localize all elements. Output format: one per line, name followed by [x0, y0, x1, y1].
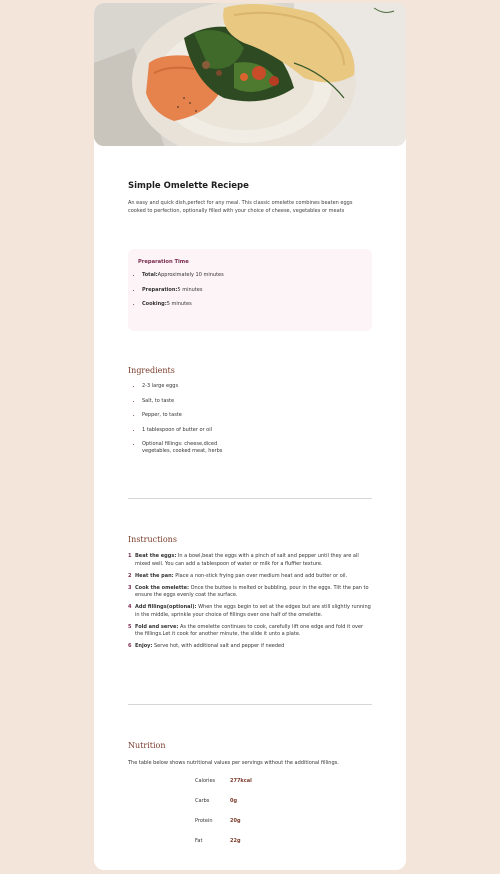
preparation-item: • Total:Approximately 10 minutes: [142, 272, 362, 279]
ingredient-item: • 2-3 large eggs: [142, 383, 242, 390]
nutrition-name: Calories: [195, 778, 216, 784]
instruction-step: 2 Heat the pan: Place a non-stick frying pan over medium heat and add butter or oil.: [128, 572, 348, 579]
recipe-intro: An easy and quick dish,perfect for any meal. This classic omelette combines beaten eggs cooked to perfection, optionally filled with your choice of cheese, vegetables or meats: [128, 200, 353, 214]
nutrition-name: Fat: [195, 838, 203, 844]
instruction-step: 5 Fold and serve: As the omelette continues to cook, carefully lift one edge and fold it over the fillings.Let it cook for another minute, the slide it unto a plate.: [128, 623, 364, 637]
preparation-item: • Preparation:5 minutes: [142, 287, 362, 294]
nutrition-row: [195, 838, 355, 846]
nutrition-value: 277kcal: [230, 778, 252, 784]
instruction-step: 4 Add fillings(optional): When the eggs begin to set at the edges but are still slightly running in the middle, sprinkle your choice of fillings over one half of the omelette.: [128, 604, 371, 618]
ingredient-item: • 1 tablespoon of butter or oil: [142, 427, 242, 434]
instruction-step: 6 Enjoy: Serve hot, with additional salt and pepper if needed: [128, 643, 285, 649]
instructions-heading: Instructions: [128, 535, 177, 544]
nutrition-value: 20g: [230, 818, 241, 824]
recipe-card: [94, 3, 406, 870]
nutrition-row: [195, 798, 355, 806]
nutrition-value: 22g: [230, 838, 241, 844]
omelette-photo: [94, 3, 406, 146]
nutrition-heading: Nutrition: [128, 741, 166, 750]
preparation-heading: Preparation Time: [138, 259, 189, 265]
nutrition-row: [195, 778, 355, 786]
ingredients-list: [128, 383, 242, 463]
nutrition-row: [195, 818, 355, 826]
nutrition-value: 0g: [230, 798, 238, 804]
nutrition-name: Carbs: [195, 798, 210, 804]
nutrition-intro: The table below shows nutritional values per servings without the additional fillings.: [128, 760, 339, 766]
preparation-list: [128, 272, 362, 316]
ingredient-item: • Optional fillings: cheese,diced vegetables, cooked meat, herbs: [142, 441, 242, 455]
instruction-step: 1 Beat the eggs: In a bowl,beat the eggs with a pinch of salt and pepper until they are all mixed well. You can add a tablespoon of water or milk for a fluffier texture.: [128, 553, 359, 567]
divider: [128, 498, 372, 499]
instruction-step: 3 Cook the omelette: Once the buttee is melted or bubbling, pour in the eggs. Tilt the pan to ensure the eggs evenly coat the surface.: [128, 584, 369, 598]
nutrition-name: Protein: [195, 818, 213, 824]
preparation-item: • Cooking:5 minutes: [142, 301, 362, 308]
ingredient-item: • Salt, to taste: [142, 398, 242, 405]
recipe-title: Simple Omelette Reciepe: [128, 181, 249, 191]
divider: [128, 704, 372, 705]
instructions-list: [128, 553, 372, 655]
ingredient-item: • Pepper, to taste: [142, 412, 242, 419]
ingredients-heading: Ingredients: [128, 366, 175, 375]
preparation-time-box: [128, 249, 372, 331]
